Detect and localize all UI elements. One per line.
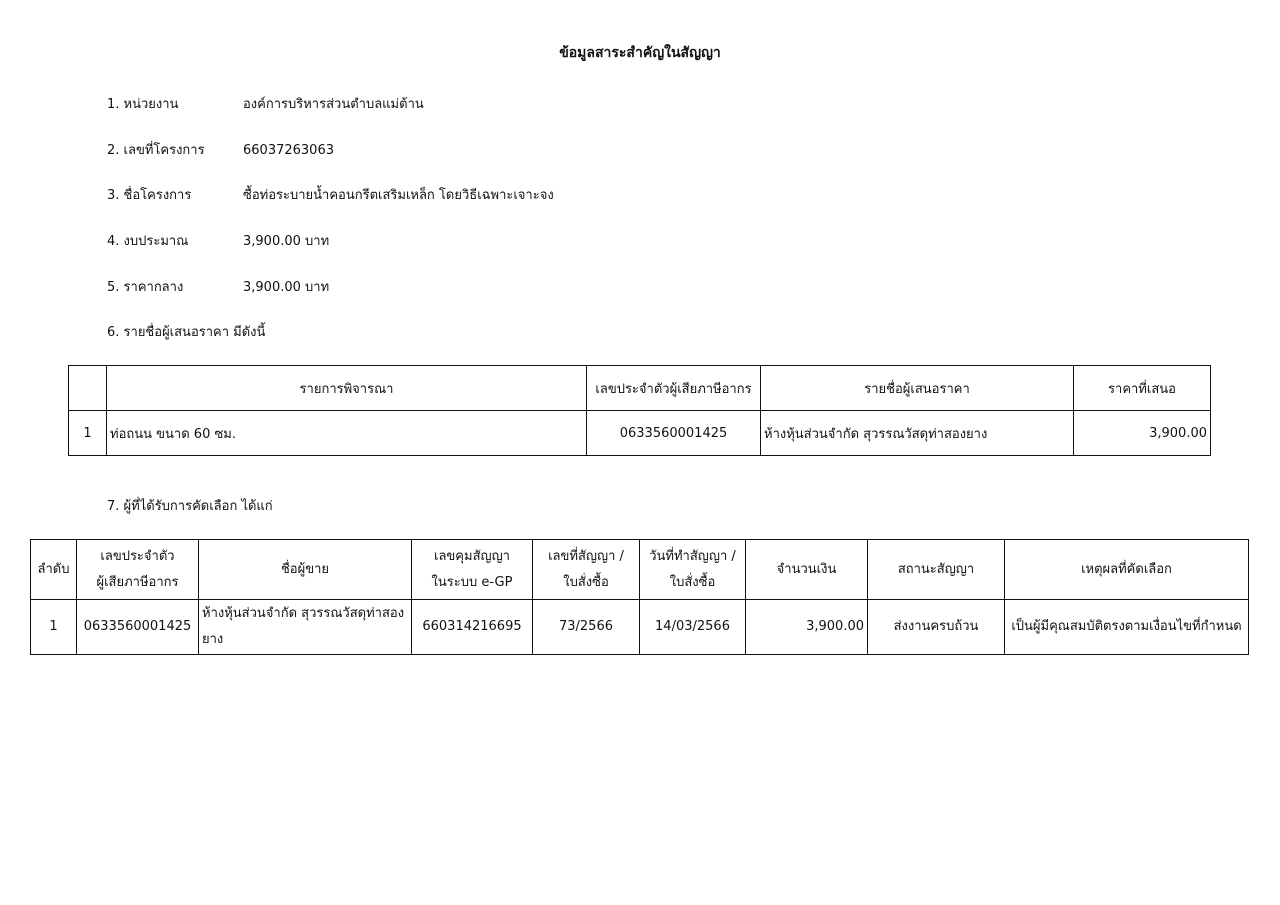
info-label: 2. เลขที่โครงการ (107, 143, 205, 158)
table-header-row (69, 366, 1211, 411)
header-cell-tax-id: เลขประจำตัวผู้เสียภาษีอากร (587, 366, 761, 411)
cell-tax-id: 0633560001425 (587, 411, 761, 456)
table-row (31, 600, 1249, 655)
header-cell-item: รายการพิจารณา (107, 366, 587, 411)
cell-contract-date: 14/03/2566 (640, 600, 746, 655)
winners-heading: 7. ผู้ที่ได้รับการคัดเลือก ได้แก่ (107, 499, 273, 514)
cell-status: ส่งงานครบถ้วน (868, 600, 1005, 655)
header-cell-contract-date (640, 540, 746, 600)
cell-seller (199, 600, 412, 655)
header-cell-control-number (412, 540, 533, 600)
header-cell-tax-id (77, 540, 199, 600)
header-cell-reason: เหตุผลที่คัดเลือก (1005, 540, 1249, 600)
bidders-table (68, 365, 1211, 456)
cell-contract-number: 73/2566 (533, 600, 640, 655)
cell-reason: เป็นผู้มีคุณสมบัติตรงตามเงื่อนไขที่กำหนด (1005, 600, 1249, 655)
header-line: ใบสั่งซื้อ (563, 574, 609, 590)
header-cell-seller: ชื่อผู้ขาย (199, 540, 412, 600)
header-cell-status: สถานะสัญญา (868, 540, 1005, 600)
table-header-row (31, 540, 1249, 600)
info-project-number (107, 140, 334, 162)
header-cell-price: ราคาที่เสนอ (1074, 366, 1211, 411)
seller-line: ห้างหุ้นส่วนจำกัด สุวรรณวัสดุท่าสอง (202, 606, 405, 621)
info-agency (107, 94, 424, 116)
header-line: เลขที่สัญญา / (548, 548, 624, 564)
info-label: 1. หน่วยงาน (107, 97, 179, 112)
header-cell-number (69, 366, 107, 411)
header-line: ในระบบ e-GP (431, 574, 513, 590)
info-value: 3,900.00 บาท (243, 280, 330, 295)
winners-table (30, 539, 1249, 655)
header-cell-contract-number (533, 540, 640, 600)
cell-price: 3,900.00 (1074, 411, 1211, 456)
info-value: 66037263063 (243, 143, 334, 158)
cell-order: 1 (31, 600, 77, 655)
info-value: องค์การบริหารส่วนตำบลแม่ต้าน (243, 97, 424, 112)
header-line: เลขประจำตัว (100, 548, 175, 564)
info-median-price (107, 277, 329, 299)
header-line: วันที่ทำสัญญา / (649, 548, 736, 564)
cell-bidder: ห้างหุ้นส่วนจำกัด สุวรรณวัสดุท่าสองยาง (761, 411, 1074, 456)
cell-tax-id: 0633560001425 (77, 600, 199, 655)
info-value: 3,900.00 บาท (243, 234, 330, 249)
info-label: 3. ชื่อโครงการ (107, 188, 192, 203)
cell-control-number: 660314216695 (412, 600, 533, 655)
seller-line: ยาง (202, 632, 224, 647)
document-title: ข้อมูลสาระสำคัญในสัญญา (559, 45, 721, 61)
header-line: ใบสั่งซื้อ (669, 574, 716, 590)
cell-item: ท่อถนน ขนาด 60 ซม. (107, 411, 587, 456)
cell-number: 1 (69, 411, 107, 456)
info-project-name (107, 185, 554, 207)
bidders-heading: 6. รายชื่อผู้เสนอราคา มีดังนี้ (107, 325, 266, 340)
header-cell-amount: จำนวนเงิน (746, 540, 868, 600)
info-value: ซื้อท่อระบายน้ำคอนกรีตเสริมเหล็ก โดยวิธีเฉพาะเจาะจง (243, 188, 554, 203)
header-line: ผู้เสียภาษีอากร (96, 574, 179, 590)
header-cell-bidder: รายชื่อผู้เสนอราคา (761, 366, 1074, 411)
info-label: 4. งบประมาณ (107, 234, 189, 249)
table-row (69, 411, 1211, 456)
header-line: เลขคุมสัญญา (434, 548, 510, 564)
cell-amount: 3,900.00 (746, 600, 868, 655)
info-label: 5. ราคากลาง (107, 280, 184, 295)
header-cell-order: ลำดับ (31, 540, 77, 600)
info-budget (107, 231, 329, 253)
